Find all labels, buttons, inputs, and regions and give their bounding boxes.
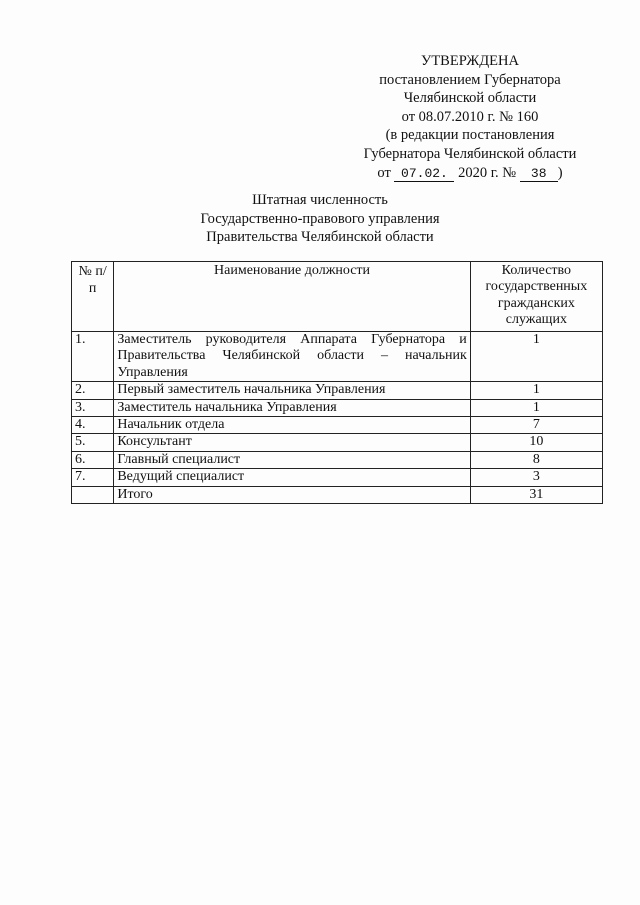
row-position-name: Ведущий специалист [114,469,470,486]
row-position-name: Консультант [114,434,470,451]
table-row [72,332,603,382]
row-number: 2. [72,382,114,399]
row-number: 6. [72,451,114,468]
row-quantity: 1 [470,332,602,382]
table-row [72,434,603,451]
table-row [72,469,603,486]
approval-year-text: 2020 г. № [458,164,517,181]
row-number: 5. [72,434,114,451]
approval-line-5: Губернатора Челябинской области [363,145,577,162]
approval-line-3: от 08.07.2010 г. № 160 [401,108,539,125]
total-number [72,486,114,503]
total-label: Итого [114,486,470,503]
approval-closing-paren: ) [557,164,563,181]
table-row [72,451,603,468]
table-header-row [72,262,603,332]
row-quantity: 1 [470,382,602,399]
approval-stamp-block [330,52,610,182]
row-number: 7. [72,469,114,486]
title-line-3: Правительства Челябинской области [206,229,434,246]
approval-line-4: (в редакции постановления [385,127,555,144]
row-number: 1. [72,332,114,382]
header-number: № п/п [72,262,114,332]
title-line-1: Штатная численность [252,192,388,208]
row-position-name: Начальник отдела [114,417,470,434]
approval-date-field: 07.02. [394,167,454,182]
row-quantity: 8 [470,451,602,468]
row-position-name: Главный специалист [114,451,470,468]
approval-line-1: постановлением Губернатора [379,71,561,88]
total-quantity: 31 [470,486,602,503]
table-total-row [72,486,603,503]
approval-from-label: от [377,164,391,181]
row-quantity: 1 [470,399,602,416]
row-quantity: 3 [470,469,602,486]
row-number: 3. [72,399,114,416]
row-number: 4. [72,417,114,434]
row-quantity: 10 [470,434,602,451]
table-row [72,417,603,434]
header-quantity: Количество государственных гражданских служащих [470,262,602,332]
row-position-name: Заместитель руководителя Аппарата Губернатора и Правительства Челябинской области – начальник Управления [114,332,470,382]
approval-line-6 [330,164,610,183]
row-quantity: 7 [470,417,602,434]
row-position-name: Заместитель начальника Управления [114,399,470,416]
header-position-name: Наименование должности [114,262,470,332]
title-line-2: Государственно-правового управления [200,210,440,227]
table-row [72,399,603,416]
approval-heading: УТВЕРЖДЕНА [421,53,519,69]
approval-number-field: 38 [520,167,558,182]
row-position-name: Первый заместитель начальника Управления [114,382,470,399]
approval-line-2: Челябинской области [403,90,537,107]
document-title [150,191,490,247]
table-row [72,382,603,399]
staff-table [71,261,603,504]
